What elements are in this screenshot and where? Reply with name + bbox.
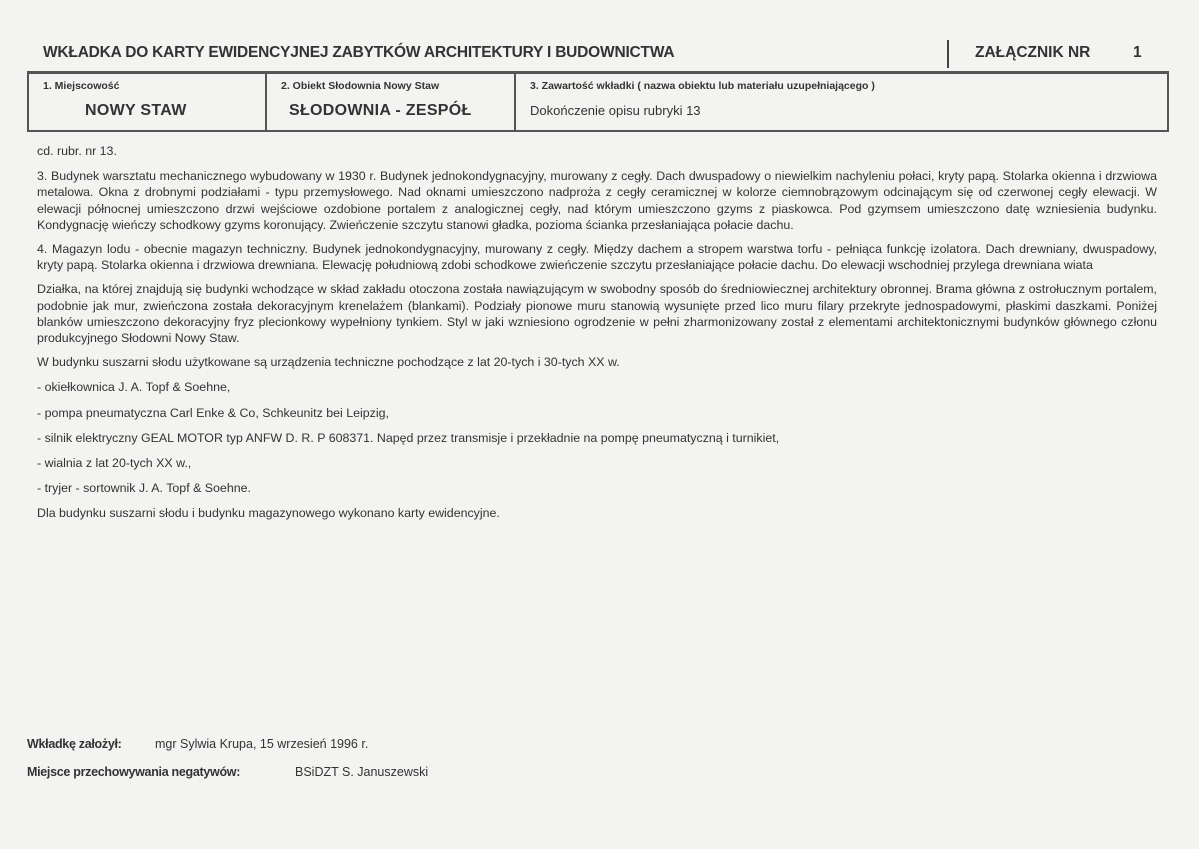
paragraph-workshop: 3. Budynek warsztatu mechanicznego wybudowany w 1930 r. Budynek jednokondygnacyjny, murowany z cegły. Dach dwuspadowy o niewielkim nachyleniu połaci, kryty papą. Stolarka okienna i drzwiowa metalowa. Okna z drobnymi podziałami - typu przemysłowego. Nad oknami umieszczono nadproża z cegły ceramicznej w kolorze ciemnobrązowym odcinającym się od czerwonej cegły elewacji. W elewacji północnej umieszczono drzwi wejściowe ozdobione portalem z analogicznej cegły, nad którym umieszczono gzyms z piaskowca. Pod gzymsem umieszczono datę wzniesienia budynku. Kondygnację wieńczy schodkowy gzyms koronujący. Zwieńczenie szczytu stanowi gładka, pozioma ścianka przesłaniająca połacie dachu. bbox=[37, 169, 1157, 232]
field-object-label: 2. Obiekt Słodownia Nowy Staw bbox=[281, 80, 440, 92]
field-object-value: SŁODOWNIA - ZESPÓŁ bbox=[289, 102, 472, 119]
paragraph-record-cards: Dla budynku suszarni słodu i budynku magazynowego wykonano karty ewidencyjne. bbox=[37, 506, 500, 521]
paragraph-kiln-equipment: W budynku suszarni słodu użytkowane są urządzenia techniczne pochodzące z lat 20-tych i 30-tych XX w. bbox=[37, 355, 620, 370]
field-contents-value: Dokończenie opisu rubryki 13 bbox=[530, 103, 701, 118]
continuation-note: cd. rubr. nr 13. bbox=[37, 144, 117, 158]
list-item: - tryjer - sortownik J. A. Topf & Soehne. bbox=[37, 481, 251, 496]
attachment-label: ZAŁĄCZNIK NR bbox=[975, 44, 1091, 61]
footer-negatives-label: Miejsce przechowywania negatywów: bbox=[27, 765, 241, 779]
field-locality-value: NOWY STAW bbox=[85, 102, 187, 119]
footer-negatives-value: BSiDZT S. Januszewski bbox=[295, 765, 429, 779]
field-locality bbox=[27, 72, 267, 132]
list-item: - silnik elektryczny GEAL MOTOR typ ANFW D. R. P 608371. Napęd przez transmisje i przekładnie na pompę pneumatyczną i turnikiet, bbox=[37, 430, 780, 445]
footer-author-value: mgr Sylwia Krupa, 15 wrzesień 1996 r. bbox=[155, 737, 369, 751]
paragraph-plot: Działka, na której znajdują się budynki wchodzące w skład zakładu otoczona została nawiązującym w swobodny sposób do średniowiecznej architektury obronnej. Brama główna z ostrołucznym portalem, podobnie jak mur, zwieńczona została dekoracyjnym krenelażem (blankami). Podziały pionowe muru stanowią wysunięte przed lico muru filary przekryte jednospadowymi, płaskimi daszkami. Poniżej blanków umieszczono dekoracyjny fryz plecionkowy wypełniony tynkiem. Styl w jaki wzniesiono ogrodzenie w pełni zharmonizowany został z elementami architektonicznymi budynków głównego członu produkcyjnego Słodowni Nowy Staw. bbox=[37, 282, 1157, 346]
form-title: WKŁADKA DO KARTY EWIDENCYJNEJ ZABYTKÓW ARCHITEKTURY I BUDOWNICTWA bbox=[43, 44, 675, 61]
header-separator bbox=[947, 40, 949, 68]
description-body bbox=[37, 143, 1157, 522]
footer-author bbox=[27, 737, 369, 751]
footer-author-label: Wkładkę założył: bbox=[27, 737, 122, 751]
list-item: - okiełkownica J. A. Topf & Soehne, bbox=[37, 380, 231, 395]
field-contents bbox=[514, 72, 1169, 132]
list-item: - pompa pneumatyczna Carl Enke & Co, Schkeunitz bei Leipzig, bbox=[37, 405, 389, 420]
paragraph-ice-store: 4. Magazyn lodu - obecnie magazyn techniczny. Budynek jednokondygnacyjny, murowany z cegły. Między dachem a stropem warstwa torfu - pełniąca funkcję izolatora. Dach drewniany, dwuspadowy, kryty papą. Stolarka okienna i drzwiowa drewniana. Elewację południową zdobi schodkowe zwieńczenie szczytu przesłaniające połacie dachu. Do elewacji wschodniej przylega drewniana wiata bbox=[37, 242, 1157, 273]
field-locality-label: 1. Miejscowość bbox=[43, 80, 120, 92]
list-item: - wialnia z lat 20-tych XX w., bbox=[37, 456, 192, 471]
attachment-number: 1 bbox=[1133, 44, 1142, 61]
footer-negatives bbox=[27, 765, 429, 779]
field-object bbox=[265, 72, 516, 132]
field-contents-label: 3. Zawartość wkładki ( nazwa obiektu lub materiału uzupełniającego ) bbox=[530, 80, 875, 92]
